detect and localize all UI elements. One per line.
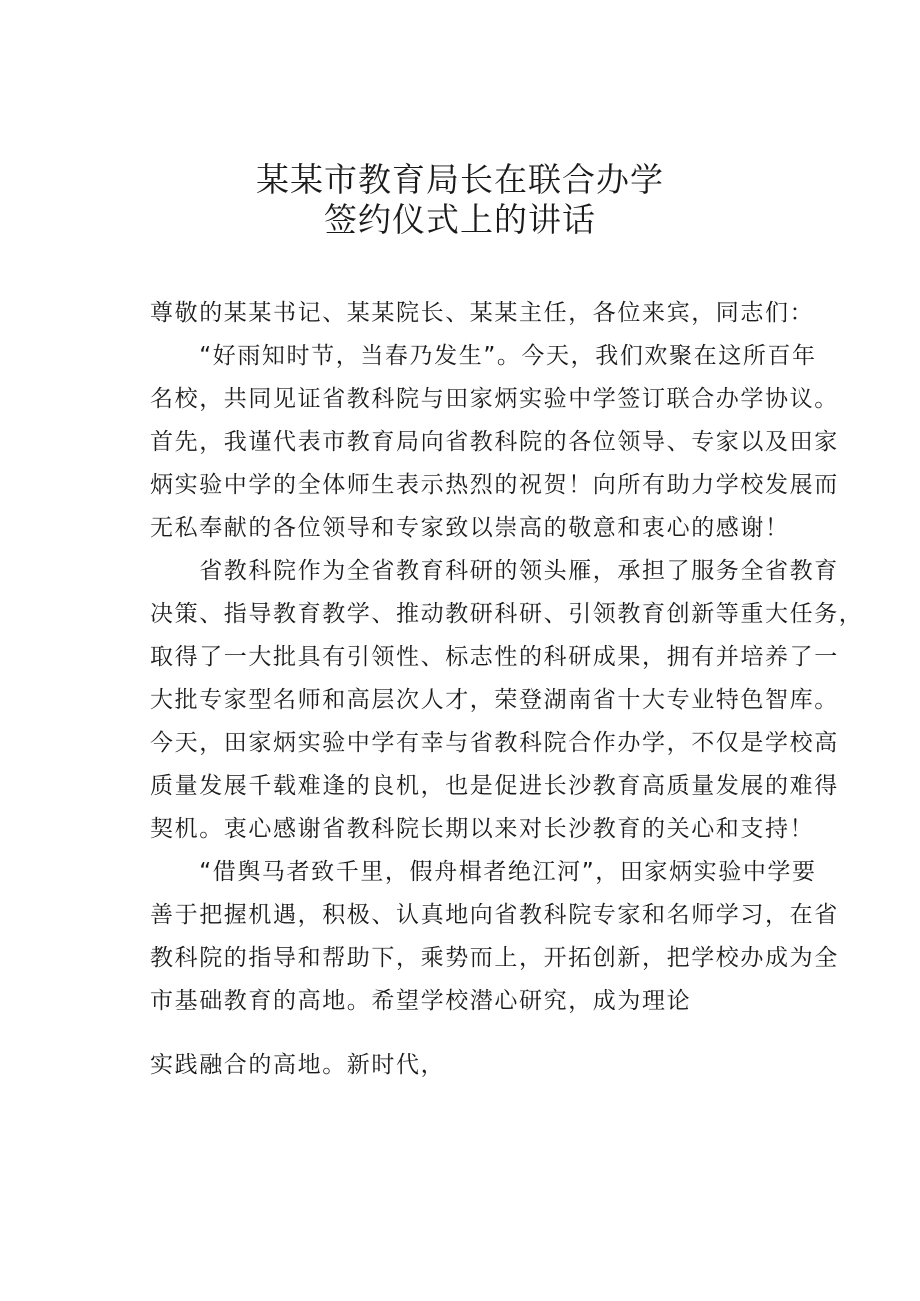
body-line: 名校，共同见证省教科院与田家炳实验中学签订联合办学协议。 <box>150 386 839 412</box>
trailing-line: 实践融合的高地。新时代， <box>150 1052 446 1078</box>
body-line: 大批专家型名师和高层次人才，荣登湖南省十大专业特色智库。 <box>150 687 839 713</box>
body-line: 质量发展千载难逢的良机，也是促进长沙教育高质量发展的难得 <box>150 773 839 799</box>
body-line: 炳实验中学的全体师生表示热烈的祝贺！向所有助力学校发展而 <box>150 472 839 498</box>
body-line: 取得了一大批具有引领性、标志性的科研成果，拥有并培养了一 <box>150 644 839 670</box>
body-line: 市基础教育的高地。希望学校潜心研究，成为理论 <box>150 988 692 1014</box>
salutation: 尊敬的某某书记、某某院长、某某主任，各位来宾，同志们： <box>150 300 815 326</box>
body-line: 善于把握机遇，积极、认真地向省教科院专家和名师学习，在省 <box>150 902 839 928</box>
body-line: 今天，田家炳实验中学有幸与省教科院合作办学，不仅是学校高 <box>150 730 839 756</box>
document-title-line-2: 签约仪式上的讲话 <box>324 200 596 239</box>
body-line: 契机。衷心感谢省教科院长期以来对长沙教育的关心和支持！ <box>150 816 815 842</box>
body-line: “借舆马者致千里，假舟楫者绝江河”，田家炳实验中学要 <box>150 859 817 885</box>
body-line: 无私奉献的各位领导和专家致以崇高的敬意和衷心的感谢！ <box>150 515 790 541</box>
document-title-line-1: 某某市教育局长在联合办学 <box>256 160 664 199</box>
body-line: “好雨知时节，当春乃发生”。今天，我们欢聚在这所百年 <box>150 343 817 369</box>
body-line: 省教科院作为全省教育科研的领头雁，承担了服务全省教育 <box>150 558 839 584</box>
body-line: 首先，我谨代表市教育局向省教科院的各位领导、专家以及田家 <box>150 429 839 455</box>
body-line: 教科院的指导和帮助下，乘势而上，开拓创新，把学校办成为全 <box>150 945 839 971</box>
body-line: 决策、指导教育教学、推动教研科研、引领教育创新等重大任务， <box>150 601 864 627</box>
